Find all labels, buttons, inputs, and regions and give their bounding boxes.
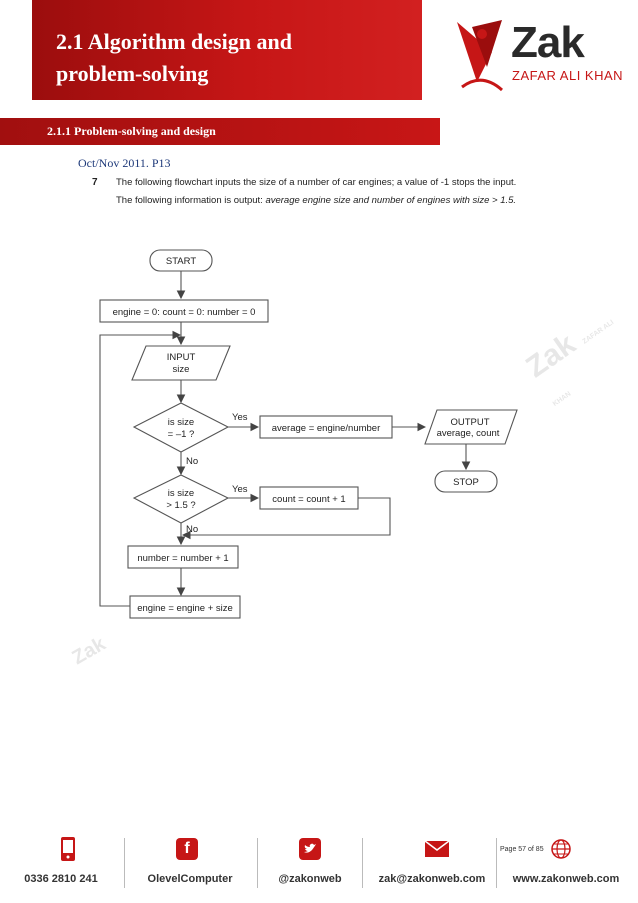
question-line-2-italic: average engine size (265, 195, 351, 206)
footer-divider (257, 838, 258, 888)
no-label-2: No (186, 524, 199, 535)
watermark-logo-2 (69, 633, 110, 670)
flowchart (0, 240, 638, 625)
decision1-label-2: = –1 ? (167, 429, 195, 440)
footer-twitter[interactable]: @zakonweb (278, 873, 342, 885)
footer-divider (362, 838, 363, 888)
decision1-label-1: is size (167, 417, 195, 428)
stop-label: STOP (453, 477, 479, 488)
footer-facebook[interactable]: OlevelComputer (147, 873, 233, 885)
question-text (116, 177, 536, 213)
output-label-2: average, count (436, 428, 500, 439)
question-number: 7 (92, 177, 98, 188)
input-label-1: INPUT (166, 352, 196, 363)
decision2-label-2: > 1.5 ? (166, 500, 196, 511)
footer-divider (124, 838, 125, 888)
yes-label-1: Yes (232, 412, 248, 423)
email-icon (424, 840, 450, 858)
footer-divider (496, 838, 497, 888)
init-label: engine = 0: count = 0: number = 0 (112, 307, 256, 318)
title-line-1: 2.1 Algorithm design and (56, 29, 292, 54)
question-line-2-italic2: number of engines with size > 1.5. (371, 195, 517, 206)
start-label: START (165, 256, 197, 267)
phone-icon (60, 836, 76, 862)
footer-phone[interactable]: 0336 2810 241 (24, 873, 98, 885)
question-reference: Oct/Nov 2011. P13 (78, 156, 171, 170)
logo-wordmark: Zak (511, 18, 584, 67)
question-line-2-prefix: The following information is output: (116, 195, 263, 206)
no-label-1: No (186, 456, 199, 467)
watermark-word: Zak (520, 327, 582, 385)
count-label: count = count + 1 (272, 494, 346, 505)
footer-email[interactable]: zak@zakonweb.com (378, 873, 486, 885)
footer-website[interactable]: www.zakonweb.com (512, 873, 620, 885)
facebook-icon: f (176, 838, 198, 860)
question-line-2-mid: and (353, 195, 369, 206)
question-line-1: The following flowchart inputs the size of a number of car engines; a value of -1 stops the input. (116, 177, 517, 188)
yes-label-2: Yes (232, 484, 248, 495)
page-title (56, 26, 396, 90)
title-line-2: problem-solving (56, 61, 209, 86)
watermark-word-2: Zak (68, 632, 110, 670)
page-number: Page 57 of 85 (500, 846, 544, 853)
globe-icon (550, 838, 572, 860)
watermark-name: ZAFAR ALI KHAN (551, 319, 616, 408)
engine-label: engine = engine + size (137, 603, 233, 614)
output-label-1: OUTPUT (450, 417, 490, 428)
logo-author-name: ZAFAR ALI KHAN (512, 68, 624, 83)
section-title: 2.1.1 Problem-solving and design (47, 124, 216, 138)
number-label: number = number + 1 (137, 553, 229, 564)
question-line-2 (116, 195, 536, 207)
decision-size-gt-1-5 (134, 475, 228, 523)
twitter-icon (299, 838, 321, 860)
input-label-2: size (172, 364, 190, 375)
decision2-label-1: is size (167, 488, 195, 499)
average-label: average = engine/number (271, 423, 381, 434)
